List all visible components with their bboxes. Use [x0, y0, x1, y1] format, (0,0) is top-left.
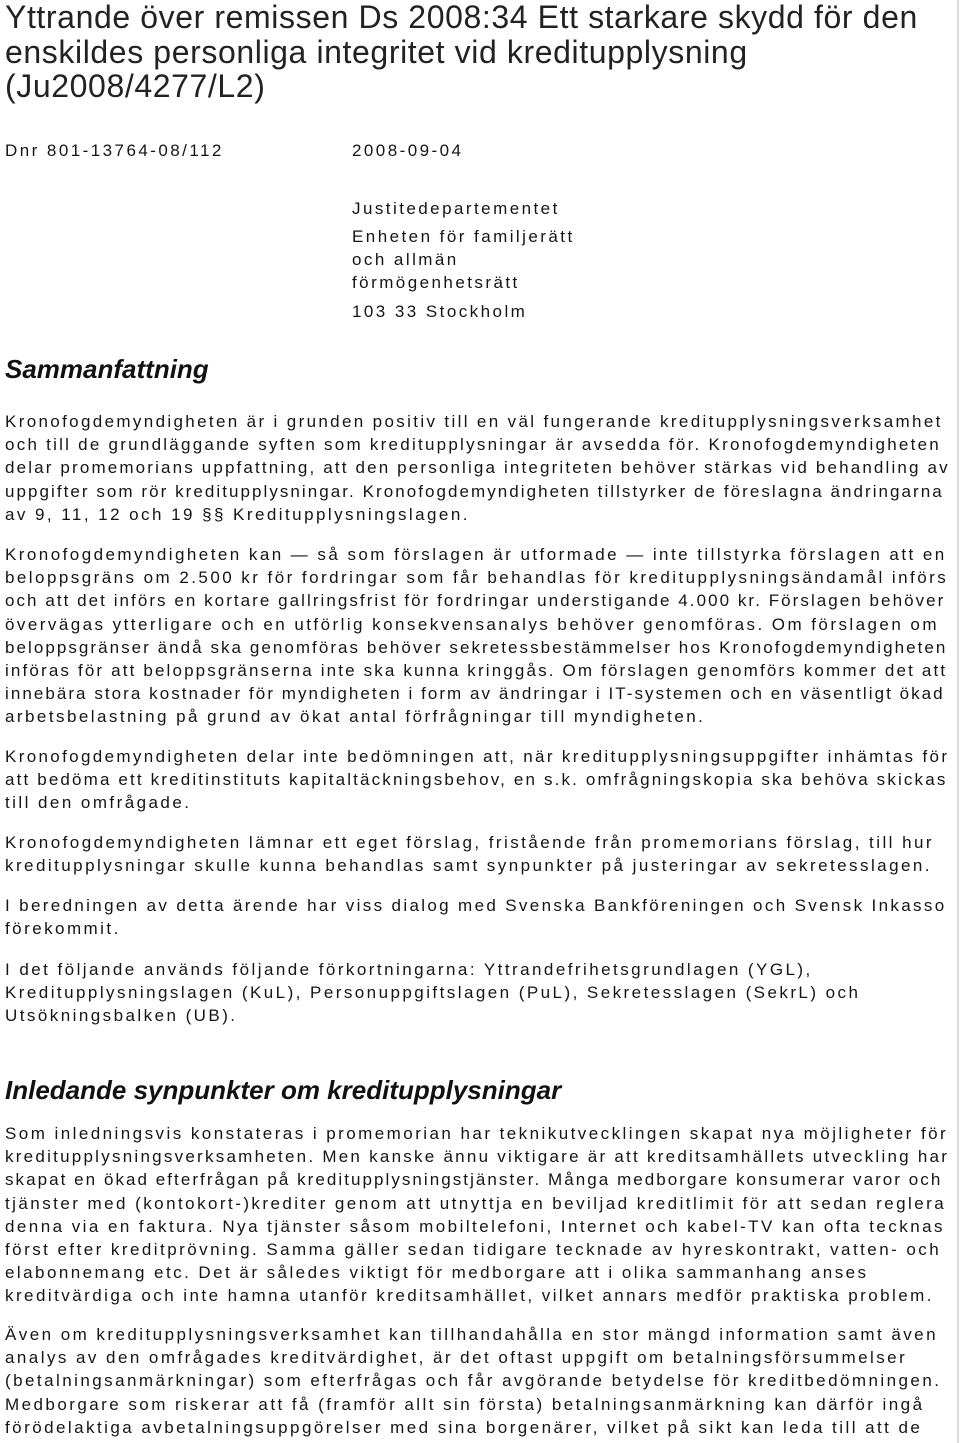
introduction-paragraph: [5, 1122, 949, 1308]
text-line: delar promemorians uppfattning, att den personliga integriteten behöver stärkas vid behandling av: [5, 458, 950, 478]
text-line: först efter kreditprövning. Samma gäller sedan tidigare tecknade av hyreskontrakt, vatten- och: [5, 1240, 942, 1260]
document-date: 2008-09-04: [352, 141, 464, 160]
text-line: till den omfrågade.: [5, 793, 192, 813]
text-line: Även om kreditupplysningsverksamhet kan tillhandahålla en stor mängd information samt även: [5, 1325, 938, 1344]
recipient-line: 103 33 Stockholm: [352, 302, 528, 321]
section-heading-introduction: Inledande synpunkter om kreditupplysningar: [5, 1075, 562, 1105]
diary-number: Dnr 801-13764-08/112: [5, 141, 224, 160]
text-line: förödelaktiga avbetalningsuppgörelser med sina borgenärer, vilket på sikt kan leda till att de: [5, 1417, 923, 1437]
summary-paragraph: [5, 894, 947, 940]
recipient-line: Justitedepartementet: [352, 199, 560, 218]
recipient-line: och allmän: [352, 250, 459, 269]
text-line: förekommit.: [5, 919, 121, 939]
text-line: arbetsbelastning på grund av ökat antal förfrågningar till myndigheten.: [5, 707, 706, 727]
text-line: innebära stora kostnader för myndigheten i form av ändringar i IT-systemen och en väsentligt ökad: [5, 684, 945, 704]
text-line: Kronofogdemyndigheten lämnar ett eget förslag, fristående från promemorians förslag, till hur: [5, 833, 935, 852]
document-title: [5, 0, 918, 104]
text-line: Kronofogdemyndigheten delar inte bedömningen att, när kreditupplysningsuppgifter inhämtas för: [5, 747, 950, 766]
text-line: tjänster med (kontokort-)krediter genom att utnyttja en beviljad kreditlimit för att sedan reglera: [5, 1193, 947, 1213]
title-line: enskildes personliga integritet vid kreditupplysning: [5, 33, 748, 70]
text-line: beloppsgräns om 2.500 kr för fordringar som får behandlas för kreditupplysningsändamål införs: [5, 568, 949, 588]
text-line: och att det införs en kortare gallringsfrist för fordringar understigande 4.000 kr. Förslagen behöver: [5, 591, 946, 611]
text-line: kreditupplysningar skulle kunna behandlas samt synpunkter på justeringar av sekretesslagen.: [5, 856, 932, 876]
text-line: övervägas ytterligare och en utförlig konsekvensanalys behöver genomföras. Om förslagen om: [5, 614, 939, 634]
summary-paragraph: [5, 410, 950, 526]
title-line: (Ju2008/4277/L2): [5, 68, 266, 104]
text-line: av 9, 11, 12 och 19 §§ Kreditupplysningslagen.: [5, 504, 470, 524]
text-line: införas för att beloppsgränserna inte ska kunna kringgås. Om förslagen genomförs kommer det att: [5, 661, 948, 681]
text-line: I beredningen av detta ärende har viss dialog med Svenska Bankföreningen och Svensk Inkasso: [5, 896, 947, 915]
title-line: Yttrande över remissen Ds 2008:34 Ett starkare skydd för den: [5, 0, 918, 35]
summary-paragraph: [5, 543, 948, 729]
page-edge-line: [957, 0, 959, 1443]
introduction-paragraph: [5, 1323, 941, 1439]
text-line: elabonnemang etc. Det är således viktigt för medborgare att i olika sammanhang anses: [5, 1263, 869, 1283]
text-line: denna via en faktura. Nya tjänster såsom mobiltelefoni, Internet och kabel-TV kan ofta tecknas: [5, 1216, 945, 1236]
section-heading-summary: Sammanfattning: [5, 354, 209, 384]
text-line: kreditupplysningsverksamheten. Men kanske ännu viktigare är att kreditsamhällets utveckling har: [5, 1147, 950, 1167]
text-line: och till de grundläggande syften som kreditupplysningar är avsedda för. Kronofogdemyndigheten: [5, 435, 941, 455]
recipient-line: förmögenhetsrätt: [352, 273, 520, 292]
text-line: Medborgare som riskerar att få (framför allt sin första) betalningsanmärkning kan därför ingå: [5, 1394, 925, 1414]
text-line: skapat en ökad efterfrågan på kreditupplysningstjänster. Många medborgare konsumerar varor och: [5, 1170, 943, 1190]
text-line: Kronofogdemyndigheten kan — så som förslagen är utformade — inte tillstyrka förslagen att en: [5, 545, 947, 564]
text-line: beloppsgränser ändå ska genomföras behöver sekretessbestämmelser hos Kronofogdemyndigheten: [5, 637, 948, 657]
text-line: Kronofogdemyndigheten är i grunden positiv till en väl fungerande kreditupplysningsverksamhet: [5, 412, 943, 431]
text-line: kreditvärdiga och inte hamna utanför kreditsamhället, vilket annars medför praktiska problem.: [5, 1286, 934, 1306]
text-line: I det följande används följande förkortningarna: Yttrandefrihetsgrundlagen (YGL),: [5, 960, 813, 979]
summary-paragraph: [5, 958, 860, 1028]
text-line: Utsökningsbalken (UB).: [5, 1006, 238, 1026]
recipient-line: Enheten för familjerätt: [352, 227, 575, 246]
text-line: (betalningsanmärkningar) som efterfrågas och får avgörande betydelse för kreditbedömningen.: [5, 1371, 942, 1391]
text-line: Som inledningsvis konstateras i promemorian har teknikutvecklingen skapat nya möjligheter för: [5, 1124, 949, 1143]
summary-paragraph: [5, 831, 934, 877]
summary-paragraph: [5, 745, 949, 815]
text-line: analys av den omfrågades kreditvärdighet, är det oftast uppgift om betalningsförsummelser: [5, 1348, 908, 1368]
text-line: att bedöma ett kreditinstituts kapitaltäckningsbehov, en s.k. omfrågningskopia ska behöva skickas: [5, 770, 948, 790]
text-line: uppgifter som rör kreditupplysningar. Kronofogdemyndigheten tillstyrker de föreslagna ändringarna: [5, 481, 944, 501]
text-line: Kreditupplysningslagen (KuL), Personuppgiftslagen (PuL), Sekretesslagen (SekrL) och: [5, 983, 861, 1003]
